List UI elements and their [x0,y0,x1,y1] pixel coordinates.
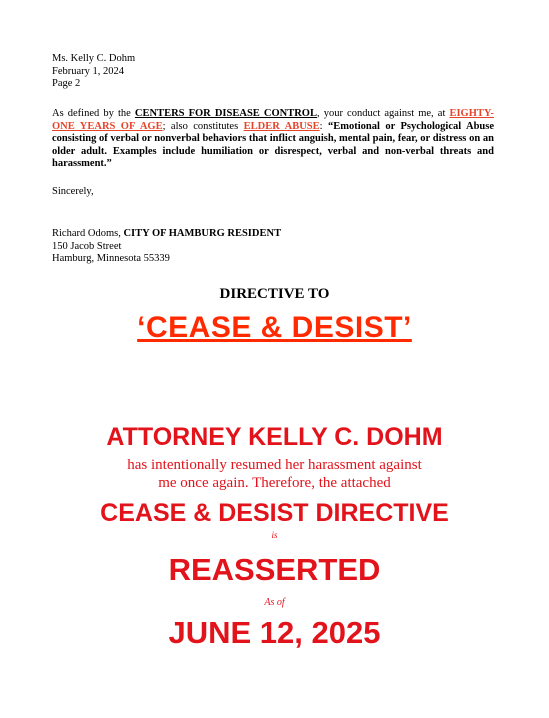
para-text-4: : [319,120,328,132]
para-text-2: , your conduct against me, at [316,108,450,119]
notice-line-1: has intentionally resumed her harassment against [127,457,422,473]
closing: Sincerely, [52,186,94,197]
body-paragraph [52,108,494,171]
cease-desist-title: ‘CEASE & DESIST’ [137,311,412,344]
attorney-name: ATTORNEY KELLY C. DOHM [106,423,443,451]
letter-header [52,53,135,91]
cease-desist-directive: CEASE & DESIST DIRECTIVE [100,499,449,527]
as-of-label: As of [264,597,285,608]
signer-title: CITY OF HAMBURG RESIDENT [123,228,282,239]
para-text-3: ; also constitutes [162,120,244,132]
signature-block [52,228,281,266]
effective-date: JUNE 12, 2025 [168,615,381,650]
directive-heading: DIRECTIVE TO [219,286,330,302]
para-text-1: As defined by the [52,108,135,119]
recipient-name: Ms. Kelly C. Dohm [52,53,136,64]
letter-date: February 1, 2024 [52,65,125,77]
age-highlight: EIGHTY-ONE YEARS OF AGE [52,108,495,132]
elder-abuse-highlight: ELDER ABUSE [243,120,320,132]
notice-line-2: me once again. Therefore, the attached [158,475,391,491]
notice-statement [0,456,549,492]
reasserted-heading: REASSERTED [168,552,381,587]
cdc-quote: “Emotional or Psychological Abuse consisting of verbal or nonverbal behaviors that inflict anguish, mental pain, fear, or distress on an older adult. Examples include humiliation or disrespect, verbal and non-verbal threats and harassment.” [52,120,495,170]
page-number: Page 2 [52,78,81,89]
signer-city: Hamburg, Minnesota 55339 [52,253,170,264]
is-connector: is [271,530,278,540]
signer-street: 150 Jacob Street [52,240,122,252]
signer-name: Richard Odoms, [52,228,124,239]
cdc-reference: CENTERS FOR DISEASE CONTROL [134,108,317,119]
signer-line [52,228,281,241]
